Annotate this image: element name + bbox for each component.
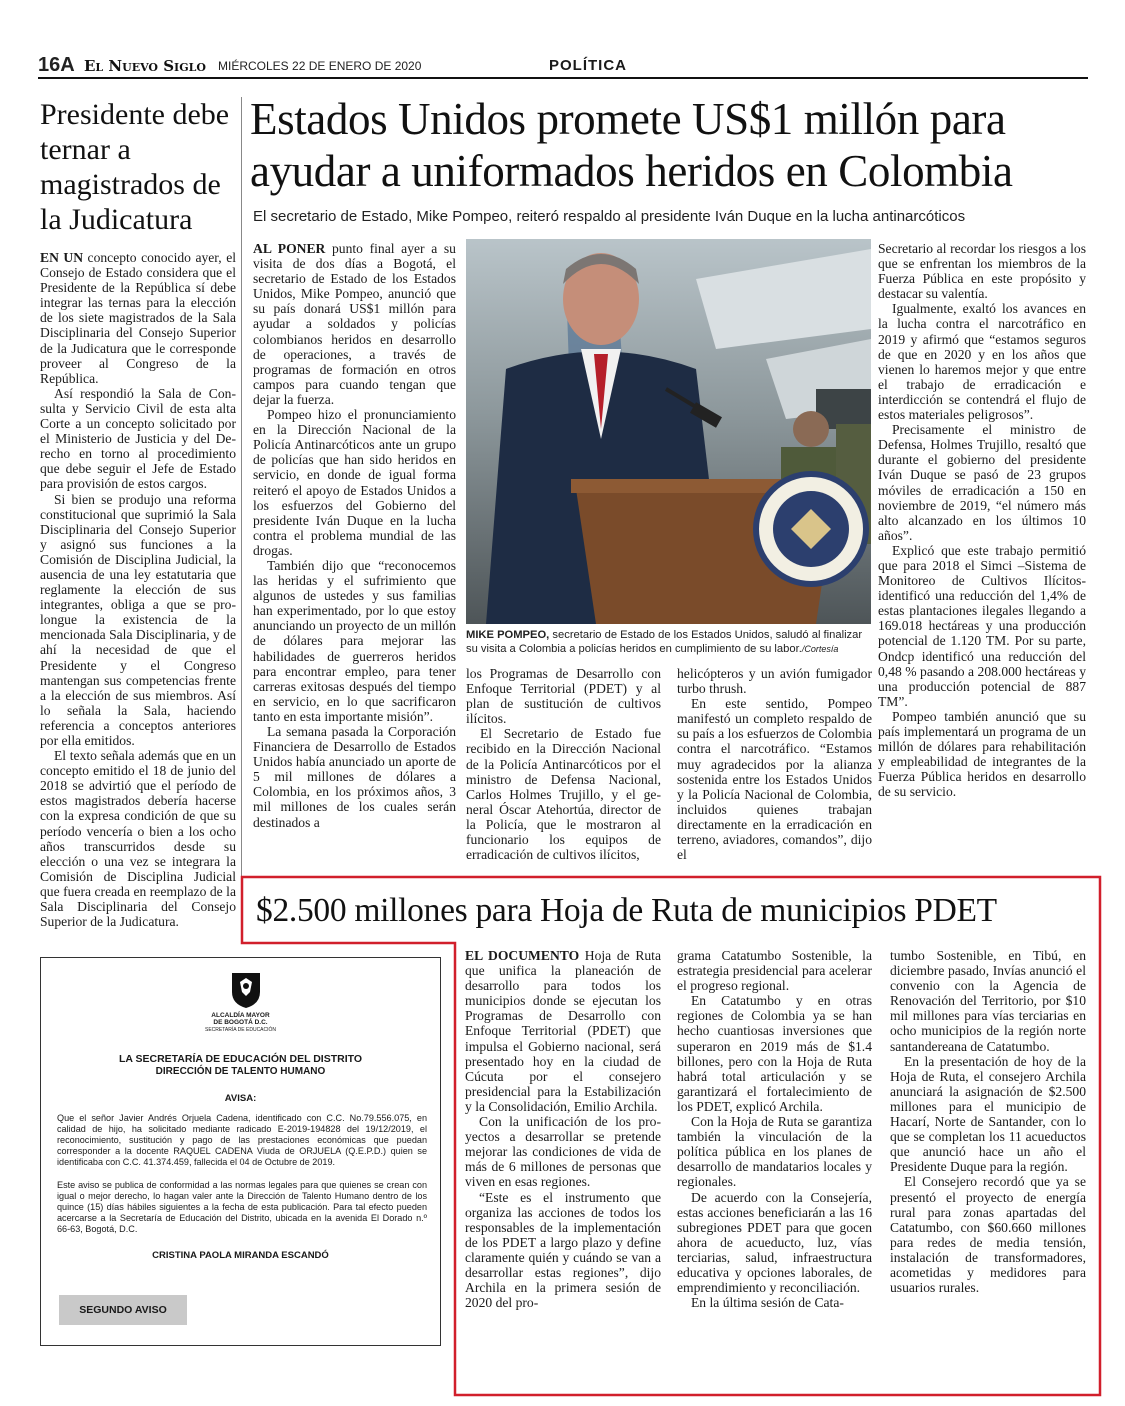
paragraph: En Catatumbo y en otras regiones de Colombia ya se han hecho cuantiosas inversiones que superaron en 2019 más de $1.4 billones, pero con la Hoja de Ruta habrá total articulación y se garantizará el fortalecimiento de los PDET, explicó Archila. xyxy=(677,993,872,1114)
box-headline: $2.500 millones para Hoja de Ruta de municipios PDET xyxy=(256,892,997,929)
paragraph: En este sentido, Pompeo manifestó un completo respaldo de su país a los esfuerzos de Colombia contra el narcotráfico. “Estamos muy agradecidos por la alianza sostenida entre los Estados Unidos y la Policía Nacional de Colombia, incluidos quienes trabajan directamente en la erradicación en terreno, aviadores, comandos”, dijo el xyxy=(677,696,872,863)
paragraph: Con la Hoja de Ruta se garantiza también la vinculación de la política pública en los planes de desarrollo de mandatarios locales y regionales. xyxy=(677,1114,872,1190)
paragraph-text: concepto conocido ayer, el Consejo de Estado considera que el Presidente de la República sí debe integrar las ternas para la elección de los siete magistrados de la Sala Disciplinaria del Consejo Superior de la Judicatura que le corresponde proveer al Congreso de la República. xyxy=(40,250,236,386)
notice-title: LA SECRETARÍA DE EDUCACIÓN DEL DISTRITO xyxy=(118,1053,363,1065)
paragraph: La semana pasada la Corporación Financiera de Desarrollo de Estados Unidos había anunciado un aporte de 5 mil millones de dólares a Colombia, en los próximos años, 3 mil millones de los cuales serán destinados a xyxy=(253,724,456,830)
lead-in: EL DOCUMENTO xyxy=(465,948,580,963)
paragraph-text: punto final ayer a su visita de dos días a Bogotá, el secretario de Estado de los Estados Unidos, Mike Pompeo, anunció que su país donará US$1 millón para ayudar a soldados y policías colombianos heridos en desarrollo de operaciones, a través de programas de formación en otros campos para cuando tengan que dejar la fuerza. xyxy=(253,241,456,407)
box-article-column-1 xyxy=(465,948,661,1310)
left-article-headline: Presidente debe ternar a magistrados de la Judicatura xyxy=(40,98,230,236)
paragraph: helicópteros y un avión fumigador turbo thrush. xyxy=(677,666,872,697)
paragraph: grama Catatumbo Sostenible, la estrategia presidencial para acelerar el progreso regional. xyxy=(677,948,872,994)
paragraph: Pompeo también anunció que su país implementará un programa de un millón de dólares para rehabilitación y empleabilidad de integrantes de la Fuerza Pública heridos en desarrollo de su servicio. xyxy=(878,708,1086,800)
lead-in: EN UN xyxy=(40,250,84,265)
paragraph: De acuerdo con la Consejería, estas acciones beneficiarán a las 16 subregiones PDET para que gocen ahora de acueducto, luz, vías terciarias, salud, infraestructura educativa y opciones laborales, de emprendimiento y reconciliación. xyxy=(677,1189,872,1296)
newspaper-name: El Nuevo Siglo xyxy=(84,57,206,75)
issuer-name xyxy=(41,1012,440,1026)
issuer-line: ALCALDÍA MAYOR xyxy=(211,1012,270,1019)
paragraph: los Programas de Desarrollo con Enfoque Territorial (PDET) y al plan de sustitución de cultivos ilícitos. xyxy=(466,666,661,727)
paragraph: tumbo Sostenible, en Tibú, en diciembre pasado, Invías anunció el convenio con la Agencia de Renovación del Territorio, por $10 mil millones para vías terciarias en ocho municipios de la región norte santandereana de Catatumbo. xyxy=(890,948,1086,1054)
lead-in: AL PONER xyxy=(253,241,326,256)
photo-credit: /Cortesía xyxy=(801,644,839,654)
main-headline-line: ayudar a uniformados heridos en Colombia xyxy=(250,146,1013,196)
notice-signature: CRISTINA PAOLA MIRANDA ESCANDÓ xyxy=(152,1250,329,1261)
notice-heading: AVISA: xyxy=(224,1093,257,1104)
paragraph: Explicó que este trabajo permitió que para 2018 el Simci –Sistema de Monitoreo de Cultivos Ilícitos- identificó una reducción del 1,4% de estas plantaciones ilegales llegando a 169.018 hectáreas y una producción potencial de 1.120 TM. Por su parte, Ondcp identificó una reducción del 0,48 % pasando a 208.000 hectáreas y una producción potencial de 887 TM”. xyxy=(878,542,1086,709)
paragraph xyxy=(465,948,661,1114)
notice-badge: SEGUNDO AVISO xyxy=(59,1295,187,1325)
paragraph: Precisamente el ministro de Defensa, Holmes Trujillo, resaltó que durante el gobierno del presidente Iván Duque se pasó de 23 grupos móviles de erradicación a 150 en noviembre de 2019, “el número más alto alcanzado en los últimos 10 años”. xyxy=(878,422,1086,543)
caption-text: secretario de Estado de los Estados Unidos, saludó al finalizar su visita a Colombia a policías heridos en cumplimiento de su labor. xyxy=(466,629,863,655)
paragraph: El Secretario de Estado fue recibido en la Dirección Nacional de la Policía Antinarcóticos por el ministro de Defensa Nacional, Carlos Holmes Trujillo, y el general Óscar Atehortúa, director de la Policía, que le mostraron al funcionario los equipos de erradicación de cultivos ilícitos, xyxy=(466,726,661,863)
paragraph: Secretario al recordar los riesgos a los que se enfrentan los miembros de la Fuerza Pública en este propósito y destacar su valentía. xyxy=(878,241,1086,302)
box-article-column-3 xyxy=(890,948,1086,1295)
main-subheadline: El secretario de Estado, Mike Pompeo, reiteró respaldo al presidente Iván Duque en la lucha antinarcóticos xyxy=(253,208,966,225)
notice-paragraph: Este aviso se publica de conformidad a las normas legales para que quienes se crean con igual o mejor derecho, lo hagan valer ante la Dirección de Talento Humano dentro de los quince (15) días hábiles siguientes a la fecha de esta publicación. Para tal efecto pueden acercarse a la Secretaría de Educación del Distrito, ubicada en la avenida El Dorado n.º 66-63, Bogotá, D.C. xyxy=(57,1180,427,1234)
page-number: 16A xyxy=(38,54,75,76)
paragraph: Con la unificación de los proyectos a desarrollar se pretende mejorar las condiciones de vida de más de 6 millones de personas que viven en esas regiones. xyxy=(465,1114,661,1190)
notice-paragraph: Que el señor Javier Andrés Orjuela Cadena, identificado con C.C. No.79.556.075, en calidad de hijo, ha solicitado mediante radicado E-2019-194828 del 19/12/2019, el reconocimiento, sustitución y pago de las prestaciones económicas que puedan corresponder a la docente RAQUEL CADENA Viuda de ORJUELA (Q.E.P.D.) quien se identificaba con C.C. 41.374.459, fallecida el 04 de Octubre de 2019. xyxy=(57,1113,427,1167)
main-headline-line: Estados Unidos promete US$1 millón para xyxy=(250,94,1006,144)
box-article-column-2 xyxy=(677,948,872,1310)
paragraph: Si bien se produjo una reforma constitucional que suprimió la Sala Disciplinaria del Consejo Superior y asignó sus funciones a la Comisión de Disciplina Judicial, la ausencia de una ley estatutaria que reglamente la elección de sus integrantes, obliga a que se prolongue la existencia de la mencionada Sala Disciplinaria, y de ahí la necesidad de que el Presidente y el Congreso mantengan sus competencias frente a la elección de sus miembros. Así lo señala la Sala, haciendo referencia a conceptos anteriores por ella emitidos. xyxy=(40,491,236,748)
bogota-seal-icon xyxy=(229,970,263,1010)
paragraph: También dijo que “reconocemos las heridas y el sufrimiento que algunos de ustedes y sus familias han experimentado, por lo que estoy anunciando un proyecto de un millón de dólares para mejorar las habilidades de guerreros heridos para encontrar empleo, para tener carreras exitosas después del tiempo en servicio, en lo que sacrificaron tanto en esta importante misión”. xyxy=(253,557,456,724)
paragraph: El Consejero recordó que ya se presentó el proyecto de energía rural para zonas apartadas del Catatumbo, con $60.660 millones para redes de media tensión, instalación de transformadores, acometidas y medidores para usuarios rurales. xyxy=(890,1174,1086,1296)
legal-notice xyxy=(40,957,441,1346)
paragraph: En la última sesión de Cata- xyxy=(691,1295,844,1311)
paragraph: Igualmente, exaltó los avances en la lucha contra el narcotráfico en 2019 y afirmó que “estamos seguros de que en 2020 y en los años que vienen lo haremos mejor y que entre el trabajo de erradicación e interdicción se contendrá el flujo de estos materiales peligrosos”. xyxy=(878,301,1086,423)
paragraph: En la presentación de hoy de la Hoja de Ruta, el consejero Archila anunciará la asignación de $2.500 millones para el municipio de Hacarí, Norte de Santander, con lo que se completan los 11 acueductos que anunció hace un año el Presidente Duque para la región. xyxy=(890,1053,1086,1175)
issue-date: MIÉRCOLES 22 DE ENERO DE 2020 xyxy=(218,59,422,73)
notice-subtitle: DIRECCIÓN DE TALENTO HUMANO xyxy=(155,1066,326,1077)
issuer-line: DE BOGOTÁ D.C. xyxy=(213,1019,268,1026)
issuer-subtitle: SECRETARÍA DE EDUCACIÓN xyxy=(204,1027,277,1033)
paragraph-text: Hoja de Ruta que unifica la planeación de desarrollo para todos los municipios donde se ejecutan los Programas de Desarrollo con Enfoque Territorial (PDET) que impulsa el Gobierno nacional, será presentado hoy en la ciudad de Cúcuta por el consejero presidencial para la Estabilización y la Consolidación, Emilio Archila. xyxy=(465,948,661,1114)
paragraph: “Este es el instrumento que organiza las acciones de todos los responsables de la implementación de los PDET a largo plazo y define claramente quién y cuándo se van a desarrollar estas regiones”, dijo Archila en la primera sesión de 2020 del pro- xyxy=(465,1189,661,1311)
section-name: POLÍTICA xyxy=(549,57,627,74)
paragraph: Pompeo hizo el pronunciamiento en la Dirección Nacional de la Policía Antinarcóticos ante un grupo de policías que han sido heridos en servicio, en donde de igual forma reiteró el apoyo de Estados Unidos a los esfuerzos del Gobierno del presidente Iván Duque en la lucha contra el problema mundial de las drogas. xyxy=(253,407,456,558)
paragraph: El texto señala además que en un concepto emitido el 18 de junio del 2018 se advirtió que el período de estos magistrados debería hacerse con la expresa condición de que su período vencería o bien a los ocho años transcurridos desde su elección o una vez se integrara la Comisión de Disciplina Judicial que fuera creada en reemplazo de la Sala Disciplinaria del Consejo Superior de la Judicatura. xyxy=(40,748,236,930)
caption-name: MIKE POMPEO, xyxy=(466,629,550,641)
paragraph: Así respondió la Sala de Consulta y Servicio Civil de esta alta Corte a un concepto solicitado por el Ministerio de Justicia y del Derecho en torno al procedimiento que debe seguir el Jefe de Estado para provisión de estos cargos. xyxy=(40,385,236,492)
